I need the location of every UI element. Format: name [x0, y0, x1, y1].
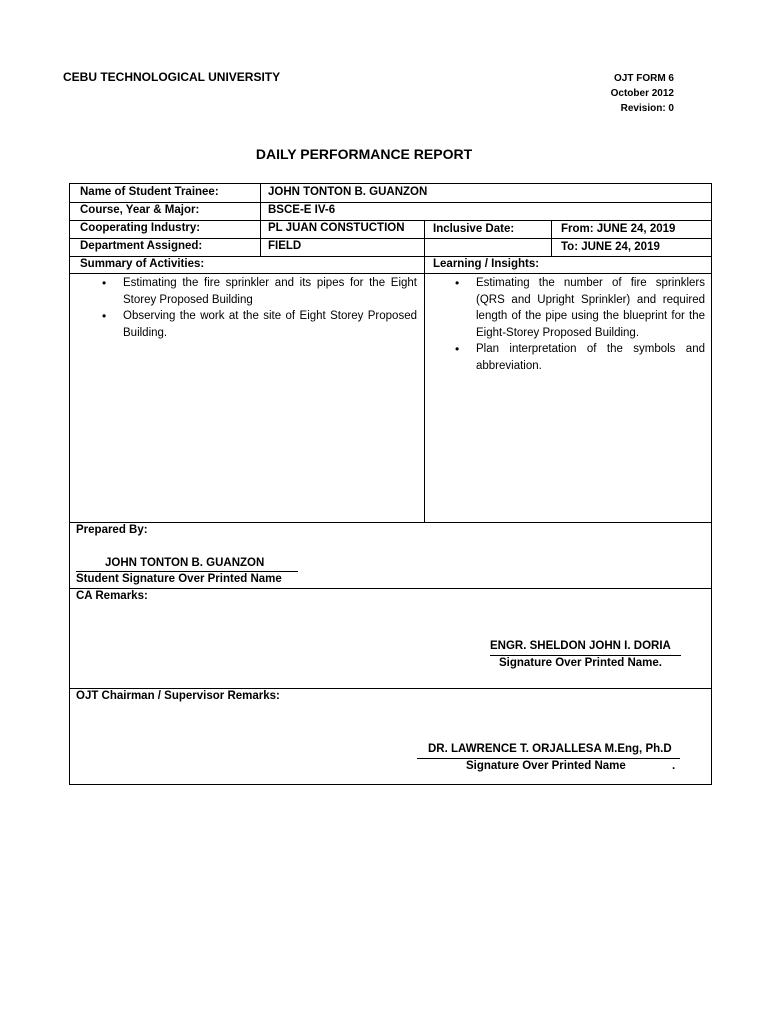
prepared-signature-caption: Student Signature Over Printed Name [76, 573, 282, 585]
ojt-signature-caption: Signature Over Printed Name [466, 760, 626, 772]
form-info [560, 71, 674, 116]
list-item: • Observing the work at the site of Eight Storey Proposed Building. [100, 308, 417, 341]
course-label: Course, Year & Major: [80, 204, 200, 216]
industry-value: PL JUAN CONSTUCTION [268, 222, 405, 234]
summary-label: Summary of Activities: [80, 258, 205, 270]
department-label: Department Assigned: [80, 240, 203, 252]
report-form [69, 183, 712, 785]
learning-list [453, 275, 705, 375]
ca-signature-caption: Signature Over Printed Name. [499, 657, 662, 669]
date-from-value: From: JUNE 24, 2019 [561, 223, 676, 235]
form-revision: Revision: 0 [620, 103, 674, 114]
inclusive-date-label: Inclusive Date: [433, 223, 515, 235]
ojt-signatory-name: DR. LAWRENCE T. ORJALLESA M.Eng, Ph.D [428, 743, 672, 755]
department-value: FIELD [268, 240, 302, 252]
report-title: DAILY PERFORMANCE REPORT [255, 146, 473, 162]
university-name: CEBU TECHNOLOGICAL UNIVERSITY [63, 70, 281, 84]
ca-signatory-name: ENGR. SHELDON JOHN I. DORIA [490, 640, 671, 652]
ojt-remarks-label: OJT Chairman / Supervisor Remarks: [76, 690, 280, 702]
ca-remarks-label: CA Remarks: [76, 590, 148, 602]
list-item: • Estimating the number of fire sprinklers (QRS and Upright Sprinkler) and required length of the pipe using the blueprint for the Eight-Storey Proposed Building. [453, 275, 705, 341]
prepared-by-name: JOHN TONTON B. GUANZON [105, 557, 265, 569]
ojt-signature-trail: . [672, 760, 676, 772]
summary-list [100, 275, 417, 341]
list-item: • Plan interpretation of the symbols and abbreviation. [453, 341, 705, 374]
student-name-value: JOHN TONTON B. GUANZON [268, 186, 428, 198]
form-number: OJT FORM 6 [613, 73, 674, 84]
list-item: • Estimating the fire sprinkler and its pipes for the Eight Storey Proposed Building [100, 275, 417, 308]
date-to-value: To: JUNE 24, 2019 [561, 241, 660, 253]
learning-label: Learning / Insights: [433, 258, 540, 270]
prepared-by-label: Prepared By: [76, 524, 148, 536]
form-date: October 2012 [610, 88, 674, 99]
industry-label: Cooperating Industry: [80, 222, 201, 234]
course-value: BSCE-E IV-6 [268, 204, 336, 216]
student-name-label: Name of Student Trainee: [80, 186, 219, 198]
